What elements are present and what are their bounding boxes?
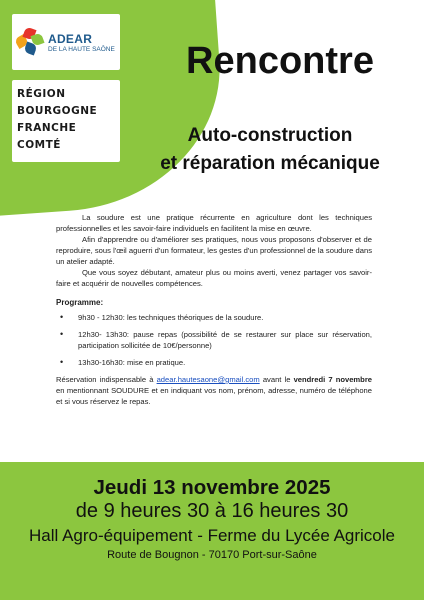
- programme-item: • 12h30- 13h30: pause repas (possibilité de se restaurer sur place sur réservation, participation sollicitée de 10€/personne): [56, 329, 372, 351]
- region-logo: [12, 80, 120, 162]
- reservation-text: en mentionnant SOUDURE et en indiquant vos nom, prénom, adresse, numéro de téléphone et si vous réservez le repas.: [56, 386, 372, 406]
- intro-paragraph: La soudure est une pratique récurrente en agriculture dont les techniques professionnelles et les savoir-faire individuels en facilitent la mise en œuvre.: [56, 213, 372, 233]
- event-date: Jeudi 13 novembre 2025: [93, 476, 331, 499]
- reservation-text: Réservation indispensable à: [56, 375, 157, 384]
- email-link[interactable]: adear.hautesaone@gmail.com: [156, 375, 260, 384]
- region-logo-line: BOURGOGNE: [17, 105, 98, 117]
- subtitle-line: et réparation mécanique: [160, 153, 380, 174]
- subtitle-line: Auto-construction: [187, 125, 353, 146]
- reservation-deadline: vendredi 7 novembre: [293, 375, 372, 384]
- adear-flower-icon: [16, 28, 44, 56]
- region-logo-line: COMTÉ: [17, 139, 61, 151]
- region-logo-line: RÉGION: [17, 88, 66, 100]
- intro-paragraph: Que vous soyez débutant, amateur plus ou moins averti, venez partager vos savoir-faire et acquérir de nouvelles compétences.: [56, 268, 372, 288]
- programme-title: Programme:: [56, 298, 104, 307]
- page-title: Rencontre: [186, 40, 374, 82]
- programme-item: • 9h30 - 12h30: les techniques théoriques de la soudure.: [56, 312, 372, 323]
- event-place: Hall Agro-équipement - Ferme du Lycée Agricole: [29, 526, 395, 545]
- reservation-paragraph: [56, 374, 372, 407]
- region-logo-line: FRANCHE: [17, 122, 77, 134]
- programme-item: • 13h30-16h30: mise en pratique.: [56, 357, 372, 368]
- programme-list: [56, 312, 372, 368]
- description-section: [56, 212, 372, 407]
- adear-subtitle: DE LA HAUTE SAÔNE: [48, 45, 115, 53]
- adear-logo: [12, 14, 120, 70]
- event-address: Route de Bougnon - 70170 Port-sur-Saône: [107, 549, 317, 561]
- intro-paragraph: Afin d'apprendre ou d'améliorer ses pratiques, nous vous proposons d'observer et de reproduire, sous l'œil aguerri d'un formateur, les gestes d'un professionnel de la soudure dans un atelier adapté.: [56, 235, 372, 266]
- page-subtitle: [120, 122, 420, 178]
- reservation-text: avant le: [259, 375, 294, 384]
- event-hours: de 9 heures 30 à 16 heures 30: [75, 500, 349, 522]
- adear-name: ADEAR: [48, 31, 93, 46]
